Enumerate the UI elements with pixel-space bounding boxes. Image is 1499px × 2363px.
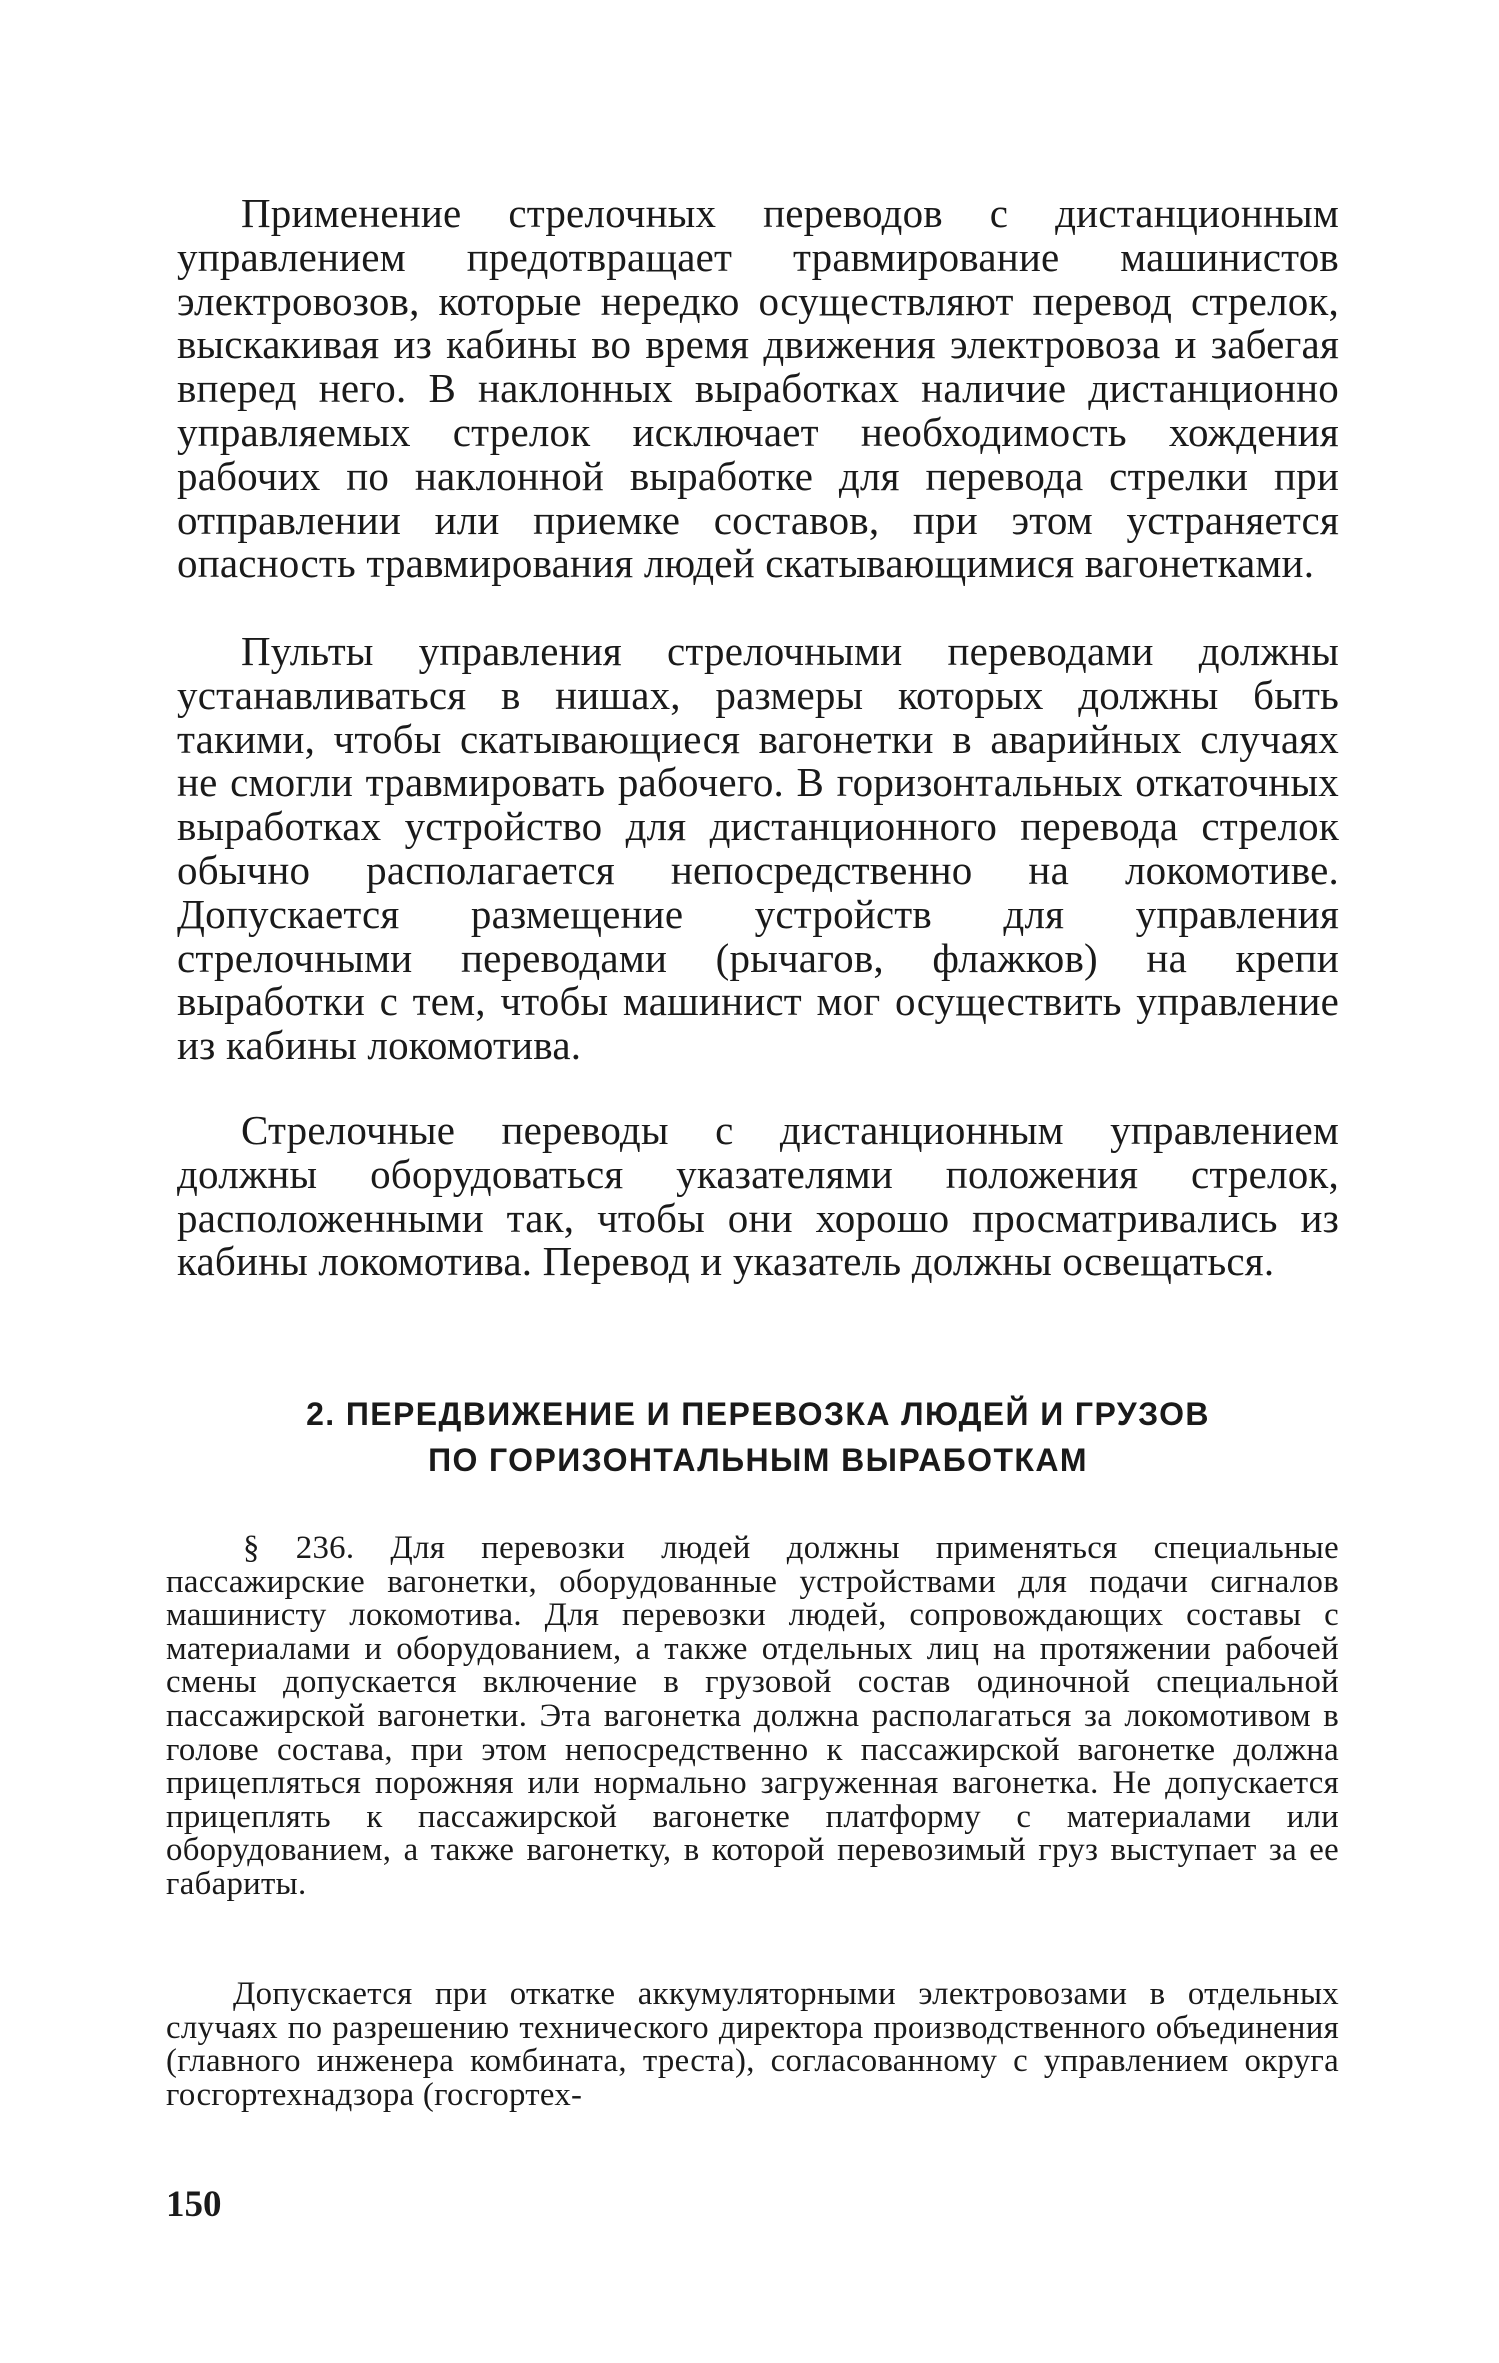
section-heading bbox=[177, 1391, 1339, 1483]
paragraph-battery-locomotives: Допускается при откатке аккумуляторными электровозами в отдельных случаях по разрешению технического директора производственного объединения (главного инженера комбината, треста), согласованному с управлением округа госгортехнадзора (госгортех- bbox=[166, 1976, 1339, 2113]
paragraph-switch-indicators: Стрелочные переводы с дистанционным управлением должны оборудоваться указателями положения стрелок, расположенными так, чтобы они хорошо просматривались из кабины локомотива. Перевод и указатель должны освещаться. bbox=[177, 1107, 1339, 1285]
section-heading-line1: 2. ПЕРЕДВИЖЕНИЕ И ПЕРЕВОЗКА ЛЮДЕЙ И ГРУЗОВ bbox=[306, 1396, 1210, 1432]
page-number: 150 bbox=[166, 2184, 222, 2225]
paragraph-remote-switch-benefits: Применение стрелочных переводов с дистанционным управлением предотвращает травмирование машинистов электровозов, которые нередко осуществляют перевод стрелок, выскакивая из кабины во время движения электровоза и забегая вперед него. В наклонных выработках наличие дистанционно управляемых стрелок исключает необходимость хождения рабочих по наклонной выработке для перевода стрелки при отправлении или приемке составов, при этом устраняется опасность травмирования людей скатывающимися вагонетками. bbox=[177, 190, 1339, 587]
paragraph-control-panels: Пульты управления стрелочными переводами должны устанавливаться в нишах, размеры которых должны быть такими, чтобы скатывающиеся вагонетки в аварийных случаях не смогли травмировать рабочего. В горизонтальных откаточных выработках устройство для дистанционного перевода стрелок обычно располагается непосредственно на локомотиве. Допускается размещение устройств для управления стрелочными переводами (рычагов, флажков) на крепи выработки с тем, чтобы машинист мог осуществить управление из кабины локомотива. bbox=[177, 628, 1339, 1069]
section-heading-line2: ПО ГОРИЗОНТАЛЬНЫМ ВЫРАБОТКАМ bbox=[428, 1442, 1088, 1478]
paragraph-section-236: § 236. Для перевозки людей должны применяться специальные пассажирские вагонетки, оборудованные устройствами для подачи сигналов машинисту локомотива. Для перевозки людей, сопровождающих составы с материалами и оборудованием, а также отдельных лиц на протяжении рабочей смены допускается включение в грузовой состав одиночной специальной пассажирской вагонетки. Эта вагонетка должна располагаться за локомотивом в голове состава, при этом непосредственно к пассажирской вагонетке должна прицепляться порожняя или нормально загруженная вагонетка. Не допускается прицеплять к пассажирской вагонетке платформу с материалами или оборудованием, а также вагонетку, в которой перевозимый груз выступает за ее габариты. bbox=[166, 1530, 1339, 1902]
